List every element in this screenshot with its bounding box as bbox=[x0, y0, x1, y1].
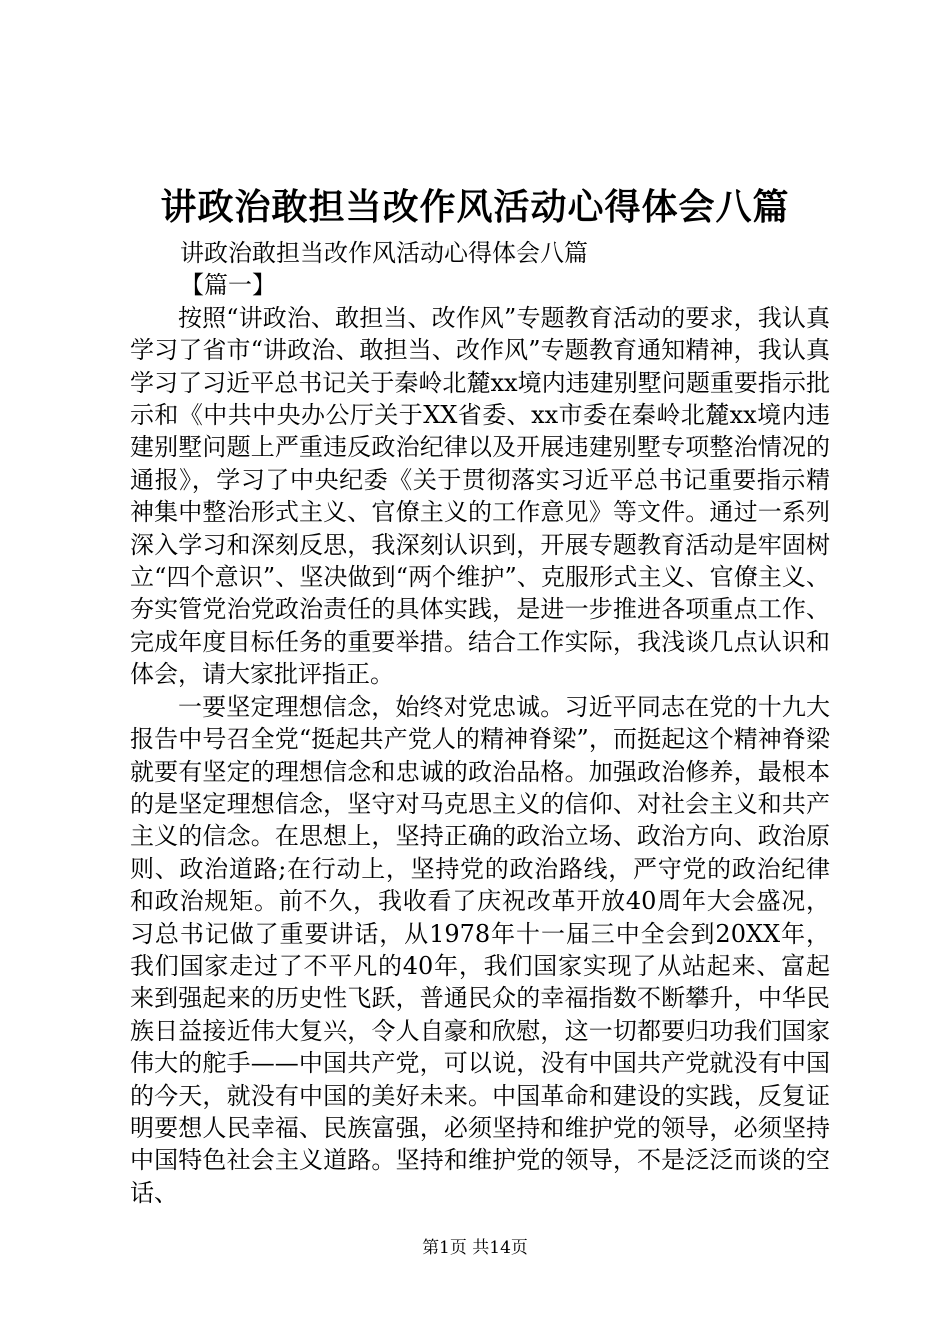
document-body bbox=[130, 237, 830, 1209]
paragraph-2: 一要坚定理想信念，始终对党忠诚。习近平同志在党的十九大报告中号召全党“挺起共产党人的精神脊梁”，而挺起这个精神脊梁就要有坚定的理想信念和忠诚的政治品格。加强政治修养，最根本的是坚定理想信念，坚守对马克思主义的信仰、对社会主义和共产主义的信念。在思想上，坚持正确的政治立场、政治方向、政治原则、政治道路;在行动上，坚持党的政治路线，严守党的政治纪律和政治规矩。前不久，我收看了庆祝改革开放40周年大会盛况，习总书记做了重要讲话，从1978年十一届三中全会到20XX年，我们国家走过了不平凡的40年，我们国家实现了从站起来、富起来到强起来的历史性飞跃，普通民众的幸福指数不断攀升，中华民族日益接近伟大复兴，令人自豪和欣慰，这一切都要归功我们国家伟大的舵手——中国共产党，可以说，没有中国共产党就没有中国的今天，就没有中国的美好未来。中国革命和建设的实践，反复证明要想人民幸福、民族富强，必须坚持和维护党的领导，必须坚持中国特色社会主义道路。坚持和维护党的领导，不是泛泛而谈的空话、 bbox=[130, 692, 830, 1207]
page-footer: 第1页 共14页 bbox=[422, 1238, 528, 1258]
document-subtitle: 讲政治敢担当改作风活动心得体会八篇 bbox=[180, 239, 588, 267]
document-title: 讲政治敢担当改作风活动心得体会八篇 bbox=[160, 187, 790, 228]
paragraph-1: 按照“讲政治、敢担当、改作风”专题教育活动的要求，我认真学习了省市“讲政治、敢担当、改作风”专题教育通知精神，我认真学习了习近平总书记关于秦岭北麓xx境内违建别墅问题重要指示批示和《中共中央办公厅关于XX省委、xx市委在秦岭北麓xx境内违建别墅问题上严重违反政治纪律以及开展违建别墅专项整治情况的通报》，学习了中央纪委《关于贯彻落实习近平总书记重要指示精神集中整治形式主义、官僚主义的工作意见》等文件。通过一系列深入学习和深刻反思，我深刻认识到，开展专题教育活动是牢固树立“四个意识”、坚决做到“两个维护”、克服形式主义、官僚主义、夯实管党治党政治责任的具体实践，是进一步推进各项重点工作、完成年度目标任务的重要举措。结合工作实际，我浅谈几点认识和体会，请大家批评指正。 bbox=[130, 303, 830, 689]
section-heading: 【篇一】 bbox=[180, 271, 276, 300]
